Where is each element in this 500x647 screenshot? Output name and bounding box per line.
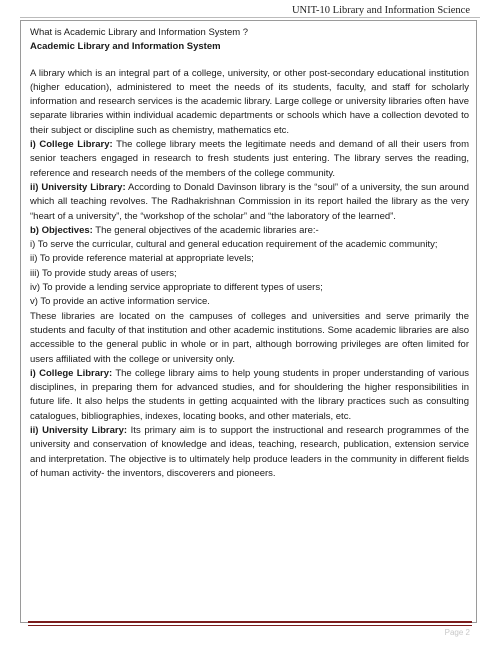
type-label: ii) University Library: bbox=[30, 181, 126, 193]
footer-rule-thin bbox=[28, 625, 472, 626]
objectives-label: b) Objectives: bbox=[30, 224, 93, 236]
objective-item: i) To serve the curricular, cultural and general education requirement of the academic community; bbox=[30, 239, 438, 251]
aim-text: Its primary aim is to support the instructional and research programmes of the university and conservation of knowledge and ideas, teaching, research, publication, extension service and interpretation. The objective is to ultimately help produce leaders in the community in different fields of human activity- the inventors, discoverers and pioneers. bbox=[30, 425, 469, 479]
aim-text: The college library aims to help young students in proper understanding of various disciplines, in preparing them for advanced studies, and for shouldering the higher responsibilities in future life. It also helps the students in getting acquainted with the library practices such as consulting catalogues, bibliographies, indexes, locating books, and other materials, etc. bbox=[30, 367, 469, 422]
type-university-library bbox=[30, 181, 469, 224]
question-heading: What is Academic Library and Information System ? bbox=[30, 27, 249, 38]
aim-university-library bbox=[30, 424, 469, 481]
objective-item: v) To provide an active information service. bbox=[30, 296, 210, 308]
section-title: Academic Library and Information System bbox=[30, 41, 221, 53]
intro-paragraph: A library which is an integral part of a college, university, or other post-secondary educational institution (higher education), administered to meet the needs of its students, faculty, and staff for scholarly information and research services is the academic library. Large college or university libraries often have separate libraries within individual academic departments or schools which have a collection devoted to their subject or discipline such as chemistry, mathematics etc. bbox=[30, 67, 469, 136]
aim-label: i) College Library: bbox=[30, 367, 113, 379]
aim-college-library bbox=[30, 367, 469, 424]
running-header: UNIT-10 Library and Information Science bbox=[291, 5, 470, 16]
objective-item: ii) To provide reference material at appropriate levels; bbox=[30, 253, 254, 265]
objective-item: iii) To provide study areas of users; bbox=[30, 267, 177, 279]
objective-item: iv) To provide a lending service appropriate to different types of users; bbox=[30, 282, 323, 294]
document-body bbox=[30, 26, 469, 481]
footer-rule-thick bbox=[28, 621, 472, 623]
aim-label: ii) University Library: bbox=[30, 425, 128, 437]
type-text: The college library meets the legitimate needs and demand of all their users from senior teachers engaged in research to fresh students just entering. The library serves the reading, reference and research needs of the members of the college community. bbox=[30, 139, 470, 179]
type-college-library bbox=[30, 138, 469, 181]
header-rule bbox=[20, 17, 480, 18]
objectives-heading bbox=[30, 224, 469, 238]
page-number: Page 2 bbox=[444, 628, 470, 637]
location-paragraph: These libraries are located on the campuses of colleges and universities and serve primarily the students and faculty of that institution and other academic institutions. Some academic libraries are also accessible to the general public in whole or in part, although borrowing privileges are often limited for users affiliated with the college or university only. bbox=[30, 310, 469, 365]
type-text: According to Donald Davinson library is the “soul” of a university, the sun around which all teaching revolves. The Radhakrishnan Commission in its report hailed the library as the very “heart of a university”, the “workshop of the scholar” and “the laboratory of the learned”. bbox=[30, 181, 469, 222]
objectives-text: The general objectives of the academic libraries are:- bbox=[92, 224, 319, 236]
type-label: i) College Library: bbox=[30, 139, 113, 151]
